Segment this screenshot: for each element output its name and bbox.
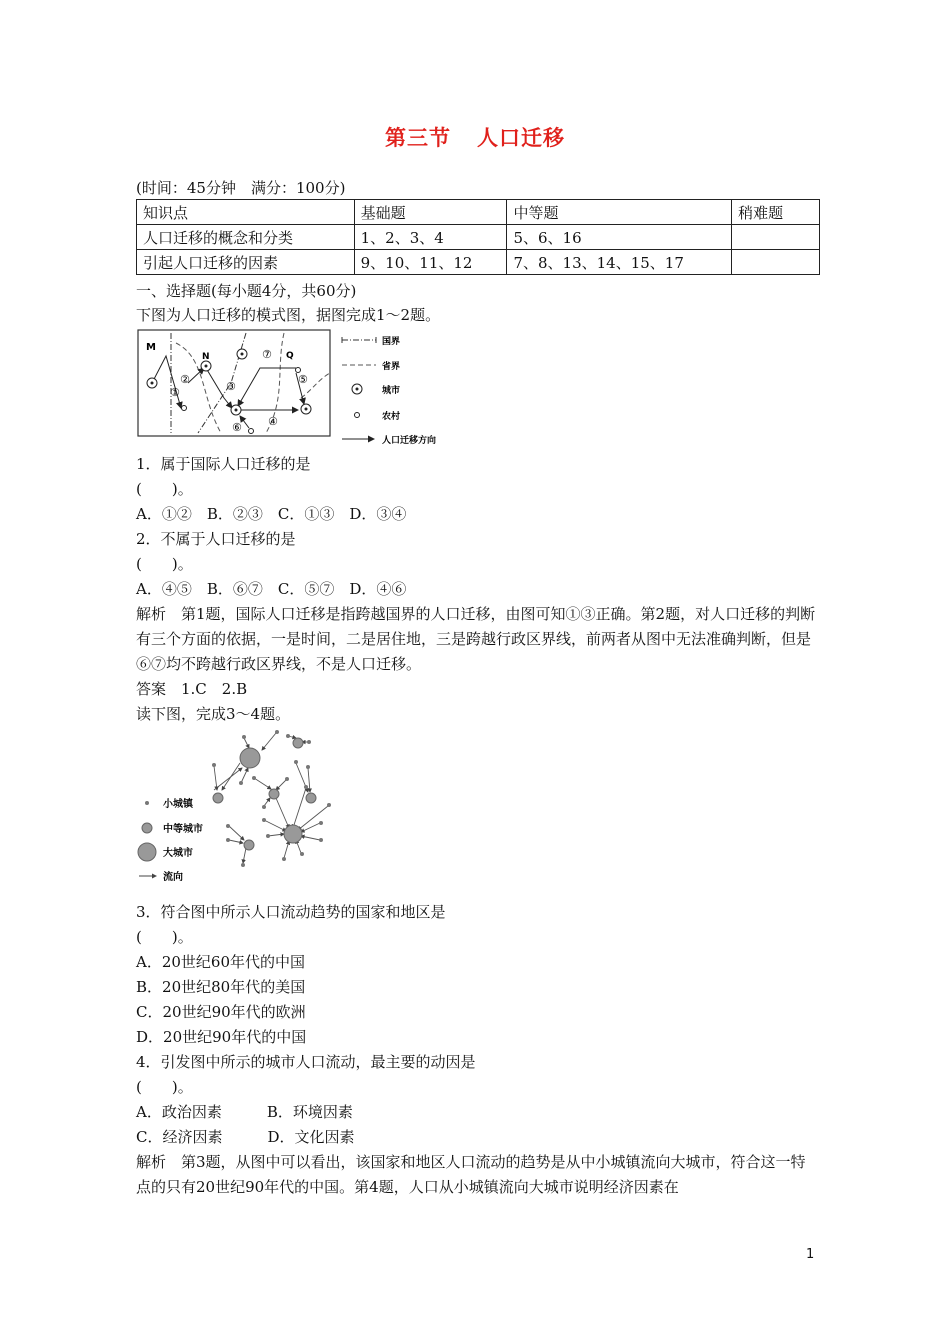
page-title bbox=[0, 122, 950, 152]
knowledge-table bbox=[136, 199, 820, 275]
question-1-blank: ( )。 bbox=[136, 480, 193, 498]
map-label: M bbox=[146, 342, 156, 353]
village-marker bbox=[182, 406, 187, 411]
medium-city bbox=[269, 789, 279, 799]
legend-label: 大城市 bbox=[163, 848, 193, 859]
question-4-options-row2: C．经济因素 D．文化因素 bbox=[136, 1128, 355, 1146]
migration-pattern-map bbox=[136, 328, 456, 448]
map-label: ⑤ bbox=[298, 373, 308, 386]
question-4-stem: 4．引发图中所示的城市人口流动，最主要的动因是 bbox=[136, 1053, 476, 1071]
large-city bbox=[284, 825, 302, 843]
medium-city bbox=[306, 793, 316, 803]
city-marker bbox=[147, 378, 157, 388]
map-label: ⑦ bbox=[262, 348, 272, 361]
question-3-option-a: A．20世纪60年代的中国 bbox=[136, 953, 306, 971]
section-heading: 一、选择题(每小题4分，共60分) bbox=[136, 282, 357, 300]
table-cell: 引起人口迁移的因素 bbox=[137, 250, 355, 275]
migration-path bbox=[188, 368, 204, 383]
table-cell: 5、6、16 bbox=[507, 225, 732, 250]
map-label: ② bbox=[180, 373, 190, 386]
question-3-option-c: C．20世纪90年代的欧洲 bbox=[136, 1003, 306, 1021]
medium-city bbox=[293, 738, 303, 748]
legend-label: 流向 bbox=[163, 872, 183, 883]
table-cell: 人口迁移的概念和分类 bbox=[137, 225, 355, 250]
legend-label: 省界 bbox=[382, 362, 401, 372]
question-1-options: A．①② B．②③ C．①③ D．③④ bbox=[136, 505, 407, 523]
question-2-stem: 2．不属于人口迁移的是 bbox=[136, 530, 296, 548]
map-label: ③ bbox=[226, 380, 236, 393]
village-marker bbox=[249, 429, 254, 434]
legend-label: 农村 bbox=[382, 412, 401, 422]
figure2-intro: 读下图，完成3～4题。 bbox=[136, 705, 291, 723]
city-marker bbox=[231, 405, 241, 415]
flow-legend bbox=[138, 797, 203, 883]
question-3-option-b: B．20世纪80年代的美国 bbox=[136, 978, 306, 996]
question-4-options-row1: A．政治因素 B．环境因素 bbox=[136, 1103, 353, 1121]
city-marker bbox=[237, 349, 247, 359]
question-2-blank: ( )。 bbox=[136, 555, 193, 573]
title-topic: 人口迁移 bbox=[477, 126, 565, 150]
page-number: 1 bbox=[806, 1247, 815, 1262]
city-marker bbox=[201, 361, 211, 371]
exam-meta: (时间：45分钟 满分：100分) bbox=[136, 179, 346, 197]
table-row bbox=[137, 225, 820, 250]
map-label: ① bbox=[170, 386, 180, 399]
table-cell: 9、10、11、12 bbox=[354, 250, 507, 275]
table-row bbox=[137, 250, 820, 275]
legend-label: 人口迁移方向 bbox=[382, 436, 437, 446]
large-city bbox=[240, 748, 260, 768]
national-border bbox=[198, 333, 246, 433]
map-label: Q bbox=[286, 351, 294, 361]
legend-label: 中等城市 bbox=[163, 824, 203, 835]
table-cell: 知识点 bbox=[137, 200, 355, 225]
table-cell bbox=[732, 225, 820, 250]
analysis-1: 解析 第1题，国际人口迁移是指跨越国界的人口迁移，由图可知①③正确。第2题，对人口迁移的判断有三个方面的依据，一是时间，二是居住地，三是跨越行政区界线，前两者从图中无法准确判断，但是⑥⑦均不跨越行政区界线，不是人口迁移。 bbox=[136, 605, 816, 673]
map-label: N bbox=[202, 352, 210, 362]
table-cell: 中等题 bbox=[507, 200, 732, 225]
analysis-2: 解析 第3题，从图中可以看出，该国家和地区人口流动的趋势是从中小城镇流向大城市，符合这一特点的只有20世纪90年代的中国。第4题，人口从小城镇流向大城市说明经济因素在 bbox=[136, 1153, 806, 1196]
province-border bbox=[176, 343, 221, 433]
city-marker bbox=[301, 404, 311, 414]
question-2-options: A．④⑤ B．⑥⑦ C．⑤⑦ D．④⑥ bbox=[136, 580, 407, 598]
answer-1: 答案 1.C 2.B bbox=[136, 680, 248, 698]
population-flow-diagram bbox=[136, 728, 346, 888]
migration-path bbox=[238, 368, 296, 406]
map-label: ⑥ bbox=[232, 421, 242, 434]
table-cell bbox=[732, 250, 820, 275]
medium-city bbox=[213, 793, 223, 803]
title-section: 第三节 bbox=[385, 126, 451, 150]
legend-label: 小城镇 bbox=[163, 799, 193, 810]
figure1-intro: 下图为人口迁移的模式图，据图完成1～2题。 bbox=[136, 306, 441, 324]
map-label: ④ bbox=[268, 415, 278, 428]
legend-label: 城市 bbox=[382, 386, 401, 396]
question-3-stem: 3．符合图中所示人口流动趋势的国家和地区是 bbox=[136, 903, 446, 921]
table-cell: 1、2、3、4 bbox=[354, 225, 507, 250]
table-header-row bbox=[137, 200, 820, 225]
village-marker bbox=[296, 368, 301, 373]
question-4-blank: ( )。 bbox=[136, 1078, 193, 1096]
question-3-option-d: D．20世纪90年代的中国 bbox=[136, 1028, 307, 1046]
question-3-blank: ( )。 bbox=[136, 928, 193, 946]
table-cell: 7、8、13、14、15、17 bbox=[507, 250, 732, 275]
table-cell: 基础题 bbox=[354, 200, 507, 225]
legend-label: 国界 bbox=[382, 337, 401, 347]
map-legend bbox=[342, 335, 436, 446]
question-1-stem: 1．属于国际人口迁移的是 bbox=[136, 455, 311, 473]
table-cell: 稍难题 bbox=[732, 200, 820, 225]
medium-city bbox=[244, 840, 254, 850]
